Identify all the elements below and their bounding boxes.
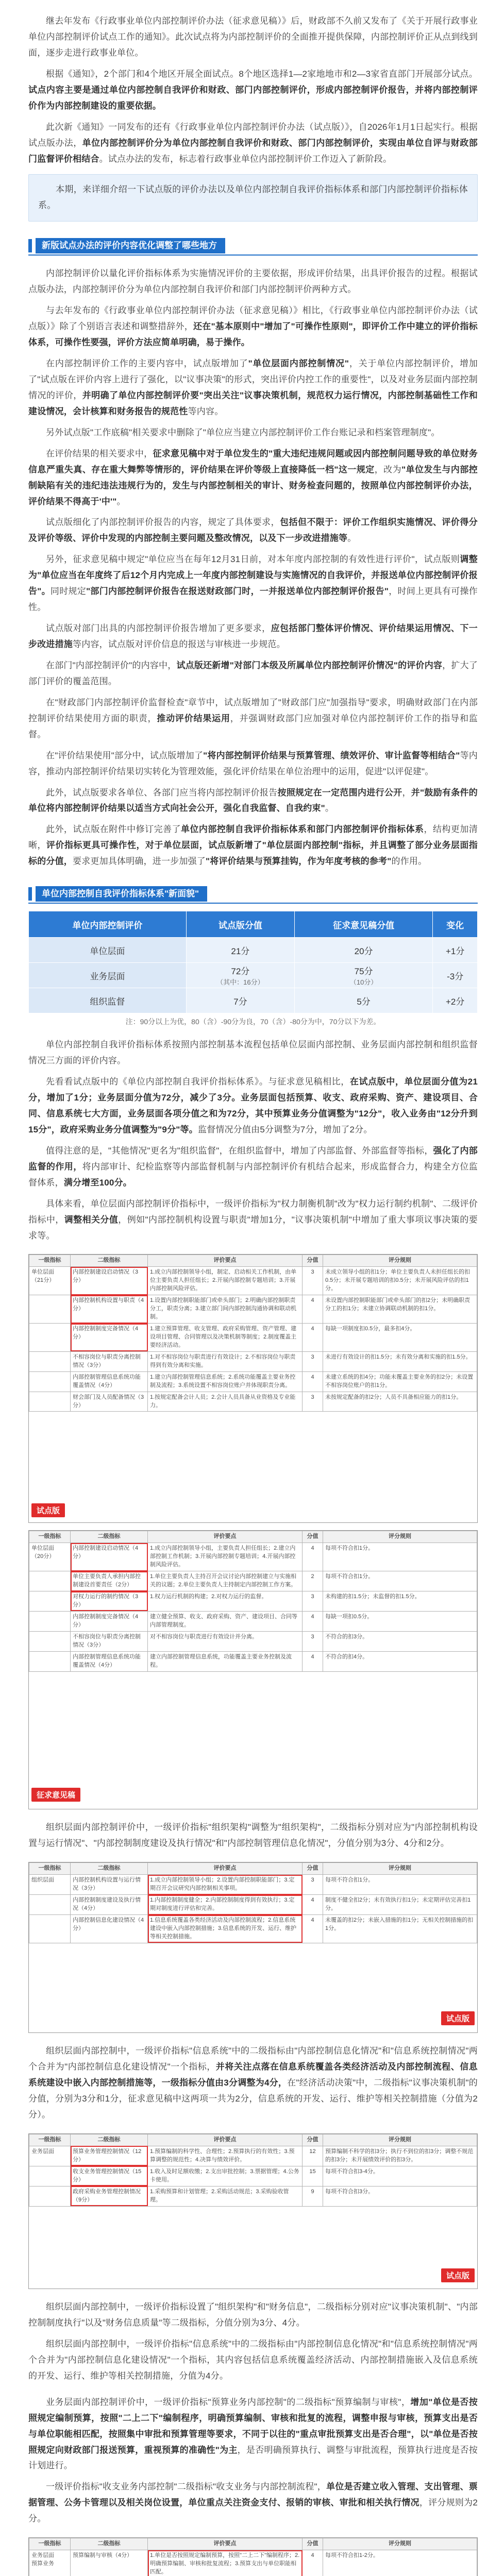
- bold-text: 单位内部控制评价分为单位内部控制自我评价和财政、部门内部控制评价，实现由单位自评与财政部门监督评价相结合: [28, 138, 478, 164]
- text: 监督情况分值由5分调整为7分，增加了2分。: [197, 1124, 373, 1134]
- table-cell: 财会部门及人员配备情况（3分）: [71, 1392, 148, 1412]
- table-cell: 1.对不相容岗位与职责进行有效设计；2.不相容岗位与职责得到有效分离和实施。: [148, 1351, 303, 1371]
- table-cell: 内部控制信息化建设情况（4分）: [71, 1915, 148, 1943]
- bold-text: 并明确了单位内部控制评价要"突出关注"议事决策机制，规范权力运行情况，内部控制基础性工作和建设情况，会计核算和财务报告的规范性: [28, 390, 478, 416]
- document-scan: [28, 2537, 478, 2576]
- indicator-table: [29, 1862, 477, 1943]
- table-row: [29, 1631, 477, 1651]
- bold-text: "将内部控制评价结果与预算管理、绩效评价、审计监督等相结合": [203, 750, 460, 760]
- table-cell: 内部控制制度建设及执行情况（4分）: [71, 1895, 148, 1915]
- table-cell: 预算编制不科学的扣3分；执行不到位的扣3分；调整不规范的扣3分；未开展绩效评价的扣3分。: [323, 2146, 477, 2166]
- table-row: [29, 1351, 477, 1371]
- bold-text: 应包括部门整体评价情况、评价结果运用情况、下一步改进措施: [28, 623, 478, 649]
- table-header: 评价要点: [148, 1255, 303, 1267]
- table-header: 评分规则: [323, 2538, 477, 2550]
- table-cell: 1.收入及时足额收缴；2.支出审批控制；3.票据管理；4.公务卡使用。: [148, 2166, 303, 2186]
- text: ，改为: [374, 464, 402, 474]
- table-cell: 预算编制与审核（4分）: [71, 2550, 148, 2576]
- text: 。试点办法的发布，标志着行政事业单位内部控制评价工作迈入了新阶段。: [99, 154, 392, 164]
- table-cell: +2分: [433, 988, 478, 1013]
- table-row: [29, 1324, 477, 1352]
- trial-version-tag: 试点版: [441, 2011, 475, 2025]
- score-comparison-table: [28, 911, 478, 1013]
- table-cell: 预算业务管理控制情况（12分）: [71, 2146, 148, 2166]
- text: ，结构更加清晰，: [28, 824, 478, 851]
- table-row: [29, 1371, 477, 1392]
- text: 此次新《通知》一同发布的还有《行政事业单位内部控制评价办法（试点版）》，自2026年1月1日起实行。根据试点版办法，: [28, 122, 478, 148]
- text: 等内容。: [188, 406, 224, 416]
- text: 等内容，试点版对评价信息的报送与审核进一步规范。: [73, 639, 285, 649]
- text: 此外，试点版在附件中修订完善了: [46, 824, 181, 835]
- text: 试点版对部门出具的内部控制评价报告增加了更多要求，: [46, 623, 271, 634]
- text: 要求更加具体明确，进一步加强了: [73, 856, 206, 867]
- bold-text: 调整相关分值: [64, 1214, 119, 1225]
- table-cell: 每缺一项扣0.5分。: [323, 1611, 477, 1631]
- s2-paragraph-1: 单位内部控制自我评价指标体系按照内部控制基本流程包括单位层面内部控制、业务层面内部控制和组织监督情况三方面的评价内容。: [28, 1040, 478, 1066]
- table-cell: 每项不符合扣1分。: [323, 1875, 477, 1895]
- table-cell: [29, 1611, 71, 1631]
- bold-text: 并"鼓励有条件的单位将内部控制评价结果以适当方式向社会公开，强化自我监督、自我约束": [28, 787, 478, 814]
- indicator-table: [29, 1531, 477, 1671]
- table-header: 一级指标: [29, 1863, 71, 1875]
- table-row: [29, 1295, 477, 1324]
- bold-text: 还在"基本原则中"增加了"可操作性原则"，即评价工作中建立的评价指标体系，可操作性要强，评价方法应简单明确，易于操作。: [28, 321, 478, 348]
- table-cell: 内部控制制度完备情况（4分）: [71, 1324, 148, 1352]
- text: ，时间上更具有可操作性。: [28, 586, 478, 613]
- text: ，是否明确预算执行、调整与审批流程，预算执行进度是否按计划进行。: [28, 2445, 478, 2471]
- table-cell: 未构建的扣1.5分；未监督的扣1.5分。: [323, 1591, 477, 1612]
- table-row: [29, 2146, 477, 2166]
- table-row: [29, 2550, 477, 2576]
- bold-text: 试点版还新增"对部门本级及所属单位内部控制评价情况"的评价内容: [176, 660, 443, 670]
- text: 试点版细化了内部控制评价报告的内容，规定了具体要求，: [46, 517, 280, 528]
- table-header: 试点版分值: [186, 911, 294, 938]
- table-cell: 内部控制制度完备情况（4分）: [71, 1611, 148, 1631]
- table-header: 分值: [303, 1531, 323, 1543]
- table-cell: 1.信息系统覆盖各类经济活动及内部控制流程；2.信息系统建设中嵌入内部控制措施；3.信息系统的开发、运行、维护等相关控制措施。: [148, 1915, 303, 1943]
- table-cell: 每项不符合扣1-2分。: [323, 2550, 477, 2576]
- s3-paragraph-2: 组织层面内部控制中，一级评价指标"信息系统"中的二级指标由"内部控制信息化情况"和"信息系统控制情况"两个合并为"内部控制信息化建设情况"一个指标，其内容包括信息系统覆盖经济活动、内部控制措施嵌入及信息系统的开发、运行、维护等相关控制措施，分值为4分。: [28, 2338, 478, 2381]
- bold-text: 单位是否建立收入管理、支出管理、票据管理、公务卡管理以及相关岗位设置，单位重点关注资金支付、报销的审核、审批和相关执行情况: [28, 2482, 478, 2508]
- table-cell: 4: [303, 2550, 323, 2576]
- table-row: [29, 988, 478, 1013]
- table-row: [29, 1611, 477, 1631]
- draft-version-tag: 征求意见稿: [31, 1788, 80, 1802]
- text: ，例如"内部控制机构设置与职责"增加1分，"议事决策机制"中增加了重大事项议事决策的要求等。: [28, 1214, 478, 1241]
- text: 。: [116, 496, 126, 506]
- bold-text: 包括但不限于：评价工作组织实施情况、评价得分及评价等级、评价中发现的内部控制主要问题及整改情况，以及下一步改进措施等: [28, 517, 478, 544]
- text: 在评价结果的相关要求中，: [46, 448, 153, 459]
- text: 先看看试点版中的《单位内部控制自我评价指标体系》。与征求意见稿相比，: [46, 1077, 350, 1087]
- table-header: 分值: [303, 2538, 323, 2550]
- s1-paragraph-1: 内部控制评价以量化评价指标体系为实施情况评价的主要依据，形成评价结果，出具评价报告的过程。根据试点版办法，内部控制评价分为单位内部控制自我评价和部门内部控制评价两种方式。: [28, 268, 478, 295]
- cell-sub-value: （10分）: [349, 978, 378, 986]
- table-cell: 9: [303, 2186, 323, 2206]
- table-cell: 1.成立内部控制领导小组，主要负责人担任组长；2.建立内部控制工作机制；3.开展内部控制专题培训；4.开展内部控制风险评估。: [148, 1543, 303, 1571]
- table-cell: 4: [303, 1651, 323, 1671]
- table-row: [29, 1392, 477, 1412]
- table-header: 评价要点: [148, 2134, 303, 2146]
- text: ，评分规则为2分。: [28, 2498, 478, 2524]
- text: 在"经济活动决策"中，二级指标"议事决策机制"的分值，分别为3分和1分，征求意见稿中这两项一共为2分，信息系统的开发、运行、维护等相关控制措施（分值为2分）。: [28, 2078, 478, 2120]
- text: 在"财政部门内部控制评价监督检查"章节中，试点版增加了"财政部门应"加强指导"要求，明确财政部门在内部控制评价结果使用方面的职责，: [28, 697, 478, 723]
- table-cell: 对不相容岗位与职责进行有效设计并分离。: [148, 1631, 303, 1651]
- document-scan: [28, 1530, 478, 1809]
- table-cell: [29, 1895, 71, 1915]
- table-header: 二级指标: [71, 1255, 148, 1267]
- table-cell: 3: [303, 1591, 323, 1612]
- table-header: 一级指标: [29, 1531, 71, 1543]
- heading-rule: [28, 255, 478, 256]
- table-cell: 内部控制建设启动情况（4分）: [71, 1543, 148, 1571]
- s1-paragraph-11: [28, 748, 478, 780]
- table-cell: 内部控制机构设置与运行情况（3分）: [71, 1875, 148, 1895]
- table-cell: 未按规定配备的扣2分；人员不具备相应能力的扣1分。: [323, 1392, 477, 1412]
- indicator-table-figure-3: [28, 1862, 478, 2033]
- text: 将内部审计、纪检监察等内部监督机制与内部控制评价有机结合起来，形成监督合力，构建全方位监督体系，: [28, 1161, 478, 1188]
- table-row: [29, 1895, 477, 1915]
- bold-text: 试点内容主要是通过单位内部控制自我评价和财政、部门内部控制评价，形成内部控制评价报告，并将内部控制评价作为内部控制建设的重要依据。: [28, 84, 478, 111]
- s2-paragraph-4: [28, 1196, 478, 1244]
- table-cell: 12: [303, 2146, 323, 2166]
- table-cell: 1.成立内部控制领导小组，制定、启动相关工作机制，由单位主要负责人担任组长；2.开展内部控制专题培训；3.开展内部控制风险评估。: [148, 1267, 303, 1295]
- table-cell: [29, 1915, 71, 1943]
- table-cell: 每项不符合扣1分。: [323, 1543, 477, 1571]
- table-cell: 不相容岗位与职责分离控制情况（3分）: [71, 1631, 148, 1651]
- text: 在部门"内部控制评价"的内容中，: [46, 660, 177, 670]
- table-header: 分值: [303, 1255, 323, 1267]
- table-row: [29, 1571, 477, 1591]
- table-cell: -3分: [433, 963, 478, 988]
- bold-text: "9分"等。: [158, 1124, 198, 1134]
- table-cell: 7分: [186, 988, 294, 1013]
- s1-paragraph-5: [28, 446, 478, 510]
- text: 根据《通知》，2个部门和4个地区开展全面试点。8个地区选择1—2家地地市和2—3家省直部门开展部分试点。: [46, 69, 478, 79]
- table-cell: 内部控制管理信息系统功能覆盖情况（4分）: [71, 1651, 148, 1671]
- table-cell: 收支业务管理控制情况（15分）: [71, 2166, 148, 2186]
- text: 具体来看，单位层面内部控制评价指标中，一级评价指标为"权力制衡机制"改为"权力运行制约机制"、二级评价指标中，: [28, 1198, 478, 1225]
- table-cell: [29, 1392, 71, 1412]
- s1-paragraph-7: [28, 552, 478, 616]
- table-row: [29, 1875, 477, 1895]
- table-cell: 4: [303, 1371, 323, 1392]
- table-cell: 3: [303, 1351, 323, 1371]
- section-heading-1: [28, 235, 478, 256]
- table-cell: 政府采购业务管理控制情况（9分）: [71, 2186, 148, 2206]
- s1-paragraph-8: [28, 621, 478, 653]
- table-cell: [29, 1571, 71, 1591]
- table-cell: 1.内部控制制度健全；2.内部控制制度得到有效执行；3.定期对制度进行评估和完善。: [148, 1895, 303, 1915]
- text: ，并强调财政部门应加强对单位内部控制评价工作的指导和监督。: [28, 713, 478, 739]
- s1-paragraph-3: [28, 356, 478, 420]
- table-cell: 组织层面: [29, 1875, 71, 1895]
- table-cell: 业务层面: [29, 963, 187, 988]
- table-cell: 未建立系统的扣4分；功能未覆盖主要业务的扣2分；未设置不相容岗位账户的扣1分。: [323, 1371, 477, 1392]
- table-header: 评分规则: [323, 2134, 477, 2146]
- table-cell: 单位主要负责人承担内部控制建设首要责任（2分）: [71, 1571, 148, 1591]
- table-cell: [29, 2186, 71, 2206]
- table-cell: 3: [303, 1267, 323, 1295]
- table-cell: 1.采购预算和计划管理；2.采购活动规范；3.采购验收管理。: [148, 2186, 303, 2206]
- s4-paragraph-2: [28, 2479, 478, 2527]
- text: 与去年发布的《行政事业单位内部控制评价办法（征求意见稿）》相比，《行政事业单位内部控制评价办法（试点版）》除了个别语言表述和调整措辞外，: [28, 306, 478, 332]
- text: 在"评价结果使用"部分中，试点版增加了: [46, 750, 204, 760]
- text: 。: [325, 803, 334, 814]
- bold-text: 满分增至100分。: [63, 1177, 132, 1188]
- table-header: 二级指标: [71, 2538, 148, 2550]
- table-header: 一级指标: [29, 2134, 71, 2146]
- table-cell: 4: [303, 1611, 323, 1631]
- table-header: 变化: [433, 911, 478, 938]
- indicator-table-figure-4: [28, 2133, 478, 2289]
- table-cell: [186, 963, 294, 988]
- table-note: 注：90分以上为优，80（含）-90分为良，70（含）-80分为中，70分以下为差。: [125, 1018, 381, 1026]
- text: 组织层面内部控制中，一级评价指标"信息系统"中的二级指标由"内部控制信息化情况"和"信息系统控制情况"两个合并为"内部控制信息化建设情况"一个指标，: [28, 2046, 478, 2072]
- table-cell: 业务层面 预算业务: [29, 2550, 71, 2576]
- text: 一级评价指标"收支业务内部控制"二级指标"收支业务与内部控制流程"，: [46, 2482, 327, 2492]
- table-header: 一级指标: [29, 1255, 71, 1267]
- indicator-table: [29, 2538, 477, 2576]
- table-cell: 4: [303, 1915, 323, 1943]
- table-cell: 1.成立内部控制领导小组；2.设置内部控制职能部门；3.定期召开会议研究内部控制相关事项。: [148, 1875, 303, 1895]
- intro-paragraph-1: 继去年发布《行政事业单位内部控制评价办法（征求意见稿）》后，财政部不久前又发布了《关于开展行政事业单位内部控制评价试点工作的通知》。此次试点将为内部控制评价的全面推开提供保障，内部控制评价正从点到线到面，逐步走进行政事业单位。: [28, 16, 478, 58]
- table-cell: 21分: [186, 938, 294, 963]
- table-cell: 不符合的扣3分。: [323, 1631, 477, 1651]
- text: ，关于单位内部控制评价，增加了"试点版在评价内容上进行了强化，以"议事决策"的形式，突出评价内控工作的重要性"，以及对业务层面内部控制情况的评价，: [28, 359, 478, 400]
- bold-text: 按照规定在一定范围内进行公开: [277, 787, 402, 798]
- table-cell: 内部控制建设启动情况（3分）: [71, 1267, 148, 1295]
- table-cell: 每项不符合扣3分。: [323, 2186, 477, 2206]
- s2-paragraph-3: [28, 1143, 478, 1191]
- table-cell: +1分: [433, 938, 478, 963]
- table-header: 分值: [303, 1863, 323, 1875]
- intro-paragraph-2: [28, 66, 478, 114]
- intro-callout-box: [28, 174, 478, 222]
- section-title: 新版试点办法的评价内容优化调整了哪些地方: [36, 238, 225, 253]
- bold-text: "部门内部控制评价报告在报送财政部门时，一并报送单位内部控制评价报告": [86, 586, 389, 597]
- indicator-table: [29, 1255, 477, 1412]
- table-row: [29, 1651, 477, 1671]
- bold-text: 征求意见稿中对于单位发生的"重大违纪违规问题或因内部控制问题导致的单位财务信息严重失真、存在重大舞弊等情形的，评价结果在评价等级上直接降低一档"这一规定: [28, 448, 478, 474]
- table-cell: 单位层面 （21分）: [29, 1267, 71, 1295]
- table-cell: 20分: [294, 938, 432, 963]
- table-cell: [294, 963, 432, 988]
- table-header: 评分规则: [323, 1863, 477, 1875]
- bold-text: 调整为"单位应当在年度终了后12个月内完成上一年度内部控制建设与实施情况的自我评价，并报送单位内部控制评价报告"。: [28, 554, 478, 597]
- document-scan: [28, 1862, 478, 2033]
- table-cell: 1.设置内部控制职能部门或牵头部门；2.明确内部控制职责分工，职责分离；3.建立部门间内部控制沟通协调和联动机制。: [148, 1295, 303, 1324]
- article-content: [28, 0, 478, 2576]
- table-header: 一级指标: [29, 2538, 71, 2550]
- table-cell: 每项不符合扣3-4分。: [323, 2166, 477, 2186]
- table-header: 评分规则: [323, 1531, 477, 1543]
- table-row: [29, 1915, 477, 1943]
- text: ，扩大了部门评价的覆盖范围。: [28, 660, 478, 686]
- cell-sub-value: （其中：16分）: [216, 978, 264, 986]
- table-cell: 4: [303, 1295, 323, 1324]
- table-cell: 4: [303, 1895, 323, 1915]
- table-cell: 1.单位是否按照规定编制预算，按照"二上二下"编制程序；2.明确预算编制、审核和批复流程；3.预算支出与单位职能相匹配。: [148, 2550, 303, 2576]
- s1-paragraph-9: [28, 658, 478, 690]
- bold-text: 单位内部控制自我评价指标体系和部门内部控制评价指标体系: [180, 824, 424, 835]
- table-cell: 不相容岗位与职责分离控制情况（3分）: [71, 1351, 148, 1371]
- trial-version-tag: 试点版: [441, 2268, 475, 2282]
- table-header: 征求意见稿分值: [294, 911, 432, 938]
- s1-paragraph-13: [28, 822, 478, 870]
- s1-paragraph-2: [28, 303, 478, 351]
- bold-text: 推动评价结果运用: [157, 713, 230, 723]
- table-cell: 3: [303, 1875, 323, 1895]
- table-row: [29, 1267, 477, 1295]
- table-header: 评分规则: [323, 1255, 477, 1267]
- s2-paragraph-2: [28, 1074, 478, 1138]
- table-row: [29, 1543, 477, 1571]
- table-header: 评价要点: [148, 1531, 303, 1543]
- table-header: 评价要点: [148, 1863, 303, 1875]
- bold-text: 强化了内部监督的作用，: [28, 1145, 478, 1172]
- s1-paragraph-10: [28, 695, 478, 743]
- bold-text: "单位发生与内部控制缺陷有关的违纪违法违规行为的，发生与内部控制相关的审计、财务检查问题的，按照单位内部控制评价办法，评价结果不得高于'中'": [28, 464, 478, 506]
- table-header: 评价要点: [148, 2538, 303, 2550]
- table-cell: [29, 1651, 71, 1671]
- table-cell: [29, 1631, 71, 1651]
- table-row: [29, 963, 478, 988]
- text: 另外，征求意见稿中规定"单位应当在每年12月31日前，对本年度内部控制的有效性进行评价"，试点版则: [46, 554, 460, 565]
- trial-version-tag: 试点版: [31, 1503, 65, 1517]
- table-cell: 1.建立内部控制管理信息系统；2.系统功能覆盖主要业务控制及流程；3.系统设置不相容岗位账户并体现职责分离。: [148, 1371, 303, 1392]
- table-row: [29, 2166, 477, 2186]
- text: ，: [402, 787, 411, 798]
- bold-text: 在试点版中，单位层面分值为21分，增加了1分；业务层面分值为72分，减少了3分。业务层面包括预算、收支、政府采购、资产、建设项目、合同、信息系统七大方面，: [28, 1077, 478, 1118]
- table-cell: 1.权力运行机制的构建；2.对权力运行的监督。: [148, 1591, 303, 1612]
- s2-paragraph-5: 组织层面内部控制评价中，一级评价指标"组织架构"调整为"组织架构"，二级指标分别对应为"内部控制机构设置与运行情况"、"内部控制制度建设及执行情况"和"内部控制管理信息化情况"，分值分别为3分、4分和2分。: [28, 1822, 478, 1849]
- table-cell: 单位层面: [29, 938, 187, 963]
- s1-paragraph-12: [28, 785, 478, 817]
- cell-value: 72分: [231, 966, 250, 976]
- text: 的作用。: [391, 856, 427, 867]
- heading-bar: [28, 887, 32, 901]
- text: 同时规定: [50, 586, 87, 597]
- table-cell: [29, 1324, 71, 1352]
- callout-paragraph: 本期，来详细介绍一下试点版的评价办法以及单位内部控制自我评价指标体系和部门内部控制评价指标体系。: [38, 184, 468, 211]
- table-header: 单位内部控制评价: [29, 911, 187, 938]
- section-heading-2: [28, 883, 478, 904]
- table-row: [29, 2186, 477, 2206]
- table-header: 分值: [303, 2134, 323, 2146]
- table-cell: 1.预算编制的科学性、合理性；2.预算执行的有效性；3.预算调整的规范性；4.决算与绩效评价。: [148, 2146, 303, 2166]
- text: 等内容，推动内部控制评价结果切实转化为管理效能，强化评价结果在单位治理中的运用，促进"以评促建"。: [28, 750, 478, 776]
- indicator-table-figure-1: [28, 1254, 478, 1523]
- bold-text: "将评价结果与预算挂钩，作为年度考核的参考": [206, 856, 392, 867]
- table-row: [29, 1591, 477, 1612]
- s4-paragraph-1: [28, 2395, 478, 2475]
- table-cell: 不符合的扣4分。: [323, 1651, 477, 1671]
- document-scan: [28, 1254, 478, 1523]
- table-header: 二级指标: [71, 2134, 148, 2146]
- bold-text: 并将关注点落在信息系统覆盖各类经济活动及内部控制流程、信息系统建设中嵌入内部控制措施等，: [28, 2062, 478, 2088]
- table-header: 二级指标: [71, 1863, 148, 1875]
- table-cell: 制度不健全扣2分；未有效执行扣1分；未定期评估完善扣1分。: [323, 1895, 477, 1915]
- section-title: 单位内部控制自我评价指标体系"新面貌": [36, 886, 207, 902]
- text: 。: [347, 533, 357, 544]
- table-cell: 每项不符合扣1分。: [323, 1571, 477, 1591]
- text: 业务层面内部控制评价中，一级评价指标"预算业务内部控制"的二级指标"预算编制与审核"，: [46, 2397, 411, 2407]
- s2-paragraph-6: [28, 2043, 478, 2123]
- table-cell: 组织监督: [29, 988, 187, 1013]
- s1-paragraph-6: [28, 515, 478, 547]
- table-cell: 对权力运行的制约情况（3分）: [71, 1591, 148, 1612]
- table-cell: 建立健全预算、收支、政府采购、资产、建设项目、合同等内部管理制度。: [148, 1611, 303, 1631]
- table-cell: 单位层面 （20分）: [29, 1543, 71, 1571]
- cell-value: 75分: [354, 966, 373, 976]
- text: 值得注意的是，"其他情况"更名为"组织监督"，在组织监督中，增加了内部监督、外部监督等指标，: [46, 1145, 433, 1156]
- table-cell: 1.按规定配备会计人员；2.会计人员具备从业资格及专业能力。: [148, 1392, 303, 1412]
- table-cell: 业务层面: [29, 2146, 71, 2166]
- table-cell: 未成立领导小组的扣1分；单位主要负责人未担任组长的扣0.5分；未开展专题培训的扣0.5分；未开展风险评估的扣1分。: [323, 1267, 477, 1295]
- text: 在内部控制评价工作的主要内容中，试点版增加了: [46, 359, 248, 368]
- indicator-table-figure-5: [28, 2537, 478, 2576]
- s3-paragraph-1: 组织层面内部控制中，一级评价指标设置了"组织架构"和"财务信息"，二级指标分别对应"议事决策机制"、"内部控制制度执行"以及"财务信息质量"等二级指标，分值分别为3分、4分。: [28, 2302, 478, 2328]
- bold-text: "单位层面内部控制情况": [248, 359, 349, 368]
- s1-paragraph-4: 另外试点版"工作底稿"相关要求中删除了"单位应当建立内部控制评价工作台账记录和档案管理制度"。: [46, 427, 440, 437]
- table-header: 二级指标: [71, 1531, 148, 1543]
- table-cell: 2: [303, 1571, 323, 1591]
- heading-bar: [28, 239, 32, 252]
- table-cell: 1.单位主要负责人主持召开会议讨论内部控制建立与实施相关的议题；2.单位主要负责人主持制定内部控制工作方案。: [148, 1571, 303, 1591]
- table-cell: 未覆盖的扣2分；未嵌入措施的扣1分；无相关控制措施的扣1分。: [323, 1915, 477, 1943]
- table-row: [29, 938, 478, 963]
- table-cell: 3: [303, 1631, 323, 1651]
- bold-text: 一级指标分值由3分调整为4分，: [161, 2078, 288, 2088]
- bold-text: 评价指标更具可操作性，对于单位层面，试点版新增了"单位层面内部控制"指标，并且调整了部分业务层面指标的分值，: [28, 840, 478, 867]
- table-cell: 4: [303, 1324, 323, 1352]
- table-cell: [29, 1591, 71, 1612]
- intro-paragraph-3: [28, 120, 478, 167]
- text: 此外，试点版要求各单位、各部门应当将内部控制评价报告: [46, 787, 278, 798]
- table-cell: 4: [303, 1543, 323, 1571]
- table-cell: 建立内部控制管理信息系统，功能覆盖主要业务控制及流程。: [148, 1651, 303, 1671]
- indicator-table: [29, 2134, 477, 2207]
- table-cell: [29, 1371, 71, 1392]
- table-cell: 每缺一项制度扣0.5分，最多扣4分。: [323, 1324, 477, 1352]
- table-cell: [29, 2166, 71, 2186]
- table-cell: [29, 1351, 71, 1371]
- heading-rule: [28, 903, 478, 904]
- table-cell: 5分: [294, 988, 432, 1013]
- bold-text: 增加"单位是否按照规定编制预算，按照"二上二下"编制程序，明确预算编制、审核和批复的流程，调整申报与审核，预算支出是否与单位职能相匹配，按照集中审批和预算管理等要求，不同于以往的"重点审批预算支出是否合理"，以"单位是否按照规定向财政部门报送预算，重视预算的准确性"为主: [28, 2397, 478, 2455]
- table-cell: 1.建立预算管理、收支管理、政府采购管理、资产管理、建设项目管理、合同管理以及决策机制等制度；2.制度覆盖主要经济活动。: [148, 1324, 303, 1352]
- table-cell: 内部控制管理信息系统功能覆盖情况（4分）: [71, 1371, 148, 1392]
- indicator-table-figure-2: [28, 1530, 478, 1809]
- table-cell: [29, 1295, 71, 1324]
- table-cell: 3: [303, 1392, 323, 1412]
- table-cell: 未设置内部控制职能部门或牵头部门的扣2分；未明确职责分工的扣1分；未建立协调联动机制的扣1分。: [323, 1295, 477, 1324]
- document-scan: [28, 2133, 478, 2289]
- table-cell: 15: [303, 2166, 323, 2186]
- table-cell: 未进行有效设计的扣1.5分；未有效分离和实施的扣1.5分。: [323, 1351, 477, 1371]
- table-cell: 内部控制机构设置与职责（4分）: [71, 1295, 148, 1324]
- bold-text: 业务层面各项分值之和为72分，其中预算业务分值调整为"12分"，收入业务由"12分升到15分"，政府采购业务分值调整为: [28, 1108, 478, 1134]
